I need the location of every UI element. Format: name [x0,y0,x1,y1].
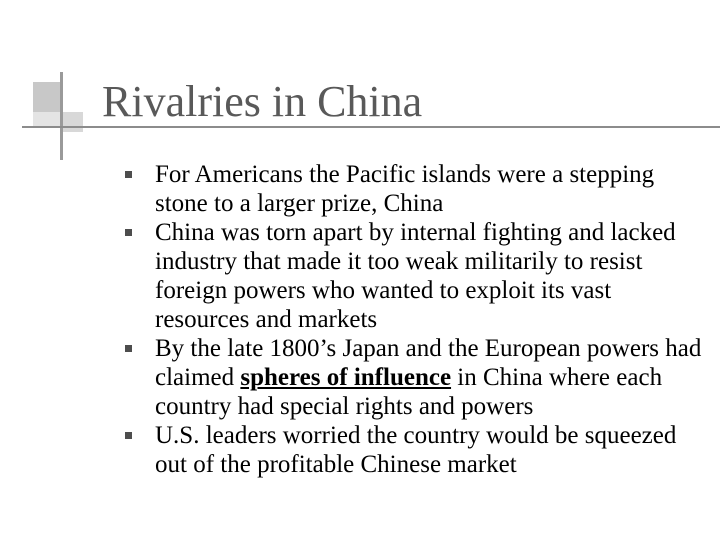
bullet-item [125,334,705,421]
square-bullet-icon [125,432,132,439]
decor-vertical-line [60,72,63,160]
emphasized-term: spheres of influence [240,364,452,391]
bullet-item [125,160,705,218]
decor-square [33,82,63,112]
square-bullet-icon [125,171,132,178]
bullet-text: For Americans the Pacific islands were a stepping stone to a larger prize, China [155,161,655,217]
bullet-text-before: By the late 1800’s Japan and the European powers had claimed [155,335,702,391]
bullet-item [125,218,705,334]
slide-title: Rivalries in China [102,77,423,126]
bullet-item [125,421,705,479]
bullet-text: China was torn apart by internal fighting and lacked industry that made it too weak militarily to resist foreign powers who wanted to exploit its vast resources and markets [155,219,676,333]
bullet-list [125,160,705,479]
decor-square [63,112,83,132]
square-bullet-icon [125,229,132,236]
bullet-text-after: in China where each country had special rights and powers [155,364,663,420]
bullet-text: U.S. leaders worried the country would be squeezed out of the profitable Chinese market [155,422,677,478]
square-bullet-icon [125,345,132,352]
